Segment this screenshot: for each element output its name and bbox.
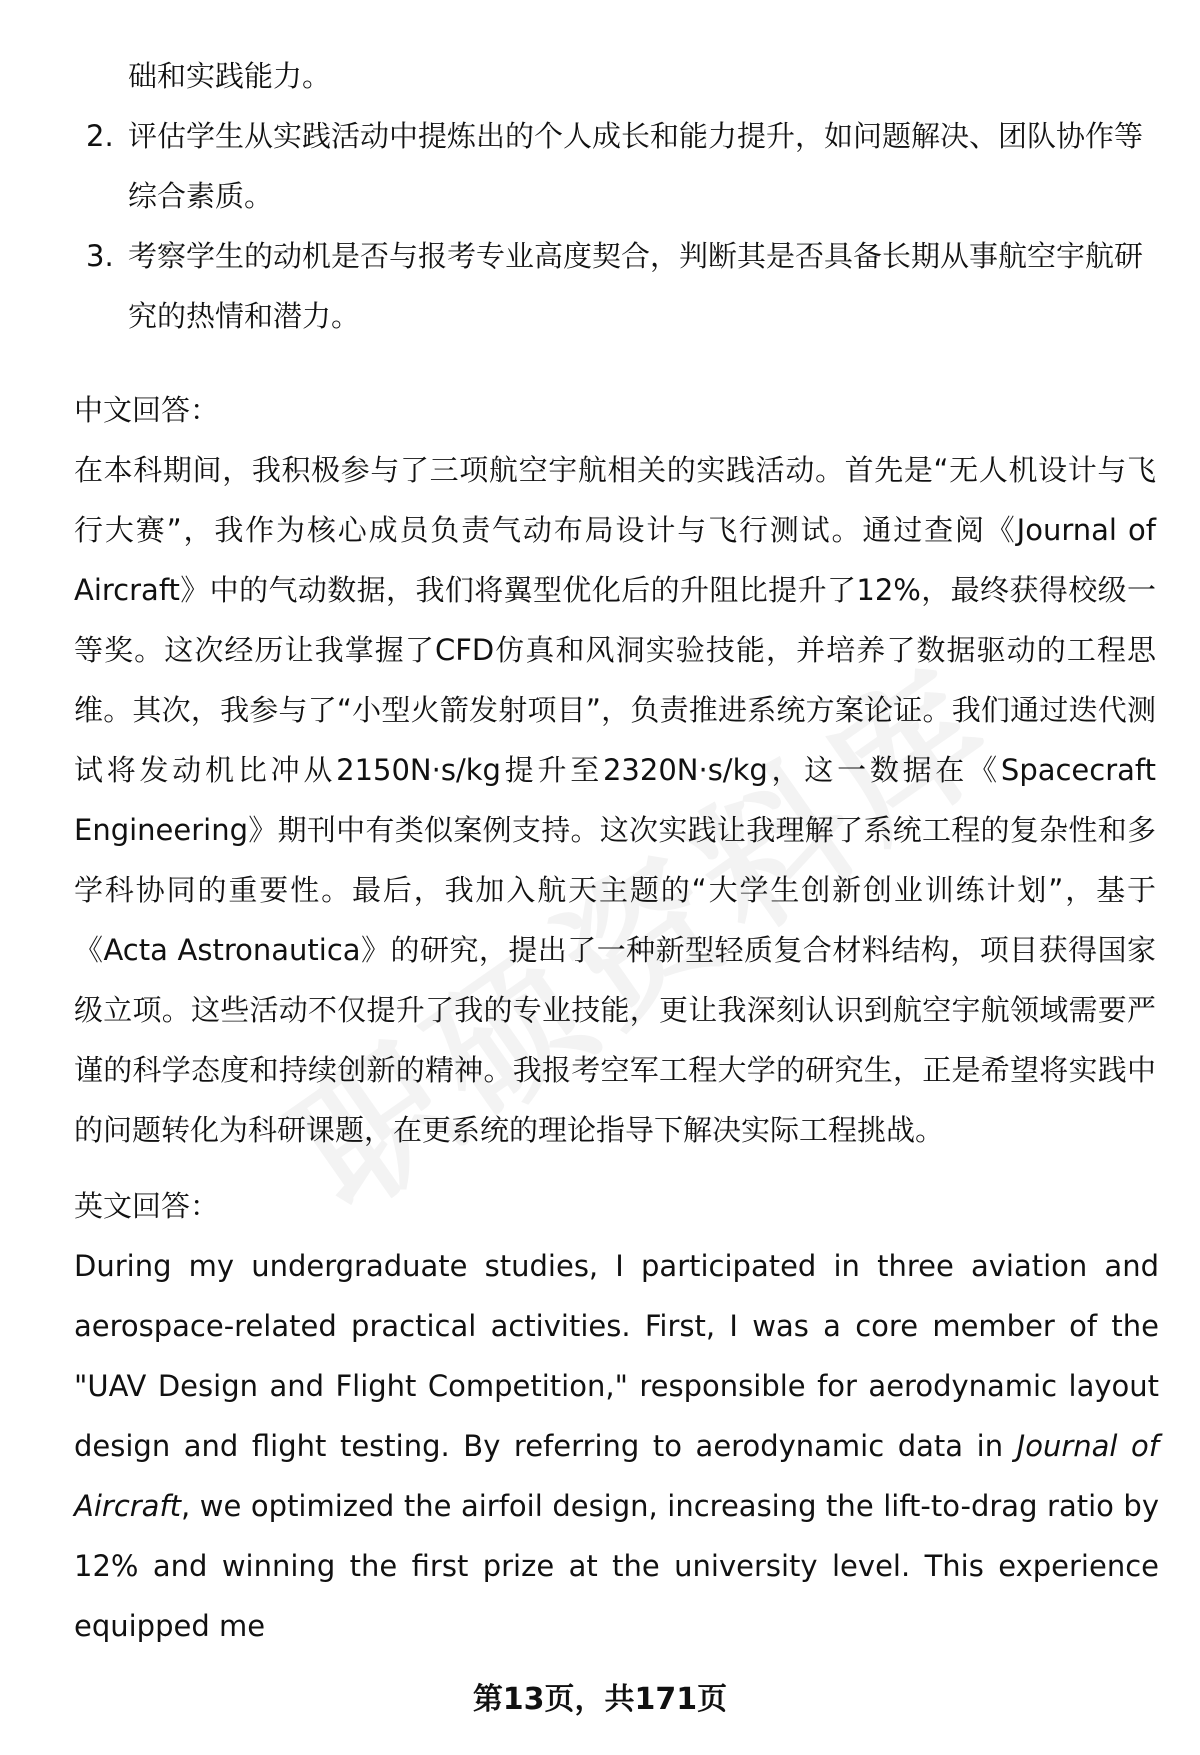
english-answer-label: 英文回答： (74, 1189, 220, 1223)
chinese-answer-label: 中文回答： (74, 393, 220, 427)
journal-title: Journal of Aircraft (74, 1429, 1159, 1523)
evaluation-criteria-list (74, 46, 1156, 346)
chinese-answer-paragraph: 在本科期间，我积极参与了三项航空宇航相关的实践活动。首先是“无人机设计与飞行大赛”，我作为核心成员负责气动布局设计与飞行测试。通过查阅《Journal of Aircraft》中的气动数据，我们将翼型优化后的升阻比提升了12%，最终获得校级一等奖。这次经历让我掌握了CFD仿真和风洞实验技能，并培养了数据驱动的工程思维。其次，我参与了“小型火箭发射项目”，负责推进系统方案论证。我们通过迭代测试将发动机比冲从2150N·s/kg提升至2320N·s/kg，这一数据在《Spacecraft Engineering》期刊中有类似案例支持。这次实践让我理解了系统工程的复杂性和多学科协同的重要性。最后，我加入航天主题的“大学生创新创业训练计划”，基于《Acta Astronautica》的研究，提出了一种新型轻质复合材料结构，项目获得国家级立项。这些活动不仅提升了我的专业技能，更让我深刻认识到航空宇航领域需要严谨的科学态度和持续创新的精神。我报考空军工程大学的研究生，正是希望将实践中的问题转化为科研课题，在更系统的理论指导下解决实际工程挑战。 (74, 453, 1156, 1147)
list-item-text: 评估学生从实践活动中提炼出的个人成长和能力提升，如问题解决、团队协作等综合素质。 (128, 119, 1144, 213)
list-item (74, 226, 1156, 346)
list-item-number: 2. (86, 119, 114, 153)
list-item-number: 3. (86, 239, 114, 273)
english-answer-text-part2: , we optimized the airfoil design, increasing the lift-to-drag ratio by 12% and winning the first prize at the university level. This experience equipped me (74, 1489, 1159, 1643)
english-answer-text-part1: During my undergraduate studies, I participated in three aviation and aerospace-related practical activities. First, I was a core member of the "UAV Design and Flight Competition," responsible for aerodynamic layout design and flight testing. By referring to aerodynamic data in (74, 1249, 1159, 1463)
list-item (74, 106, 1156, 226)
page-content (74, 46, 1159, 1656)
list-item-text: 考察学生的动机是否与报考专业高度契合，判断其是否具备长期从事航空宇航研究的热情和潜力。 (128, 239, 1144, 333)
list-item-text: 础和实践能力。 (128, 59, 332, 93)
list-item (74, 46, 1156, 106)
english-answer-paragraph (74, 1236, 1159, 1656)
page-number-footer: 第13页，共171页 (472, 1682, 728, 1717)
